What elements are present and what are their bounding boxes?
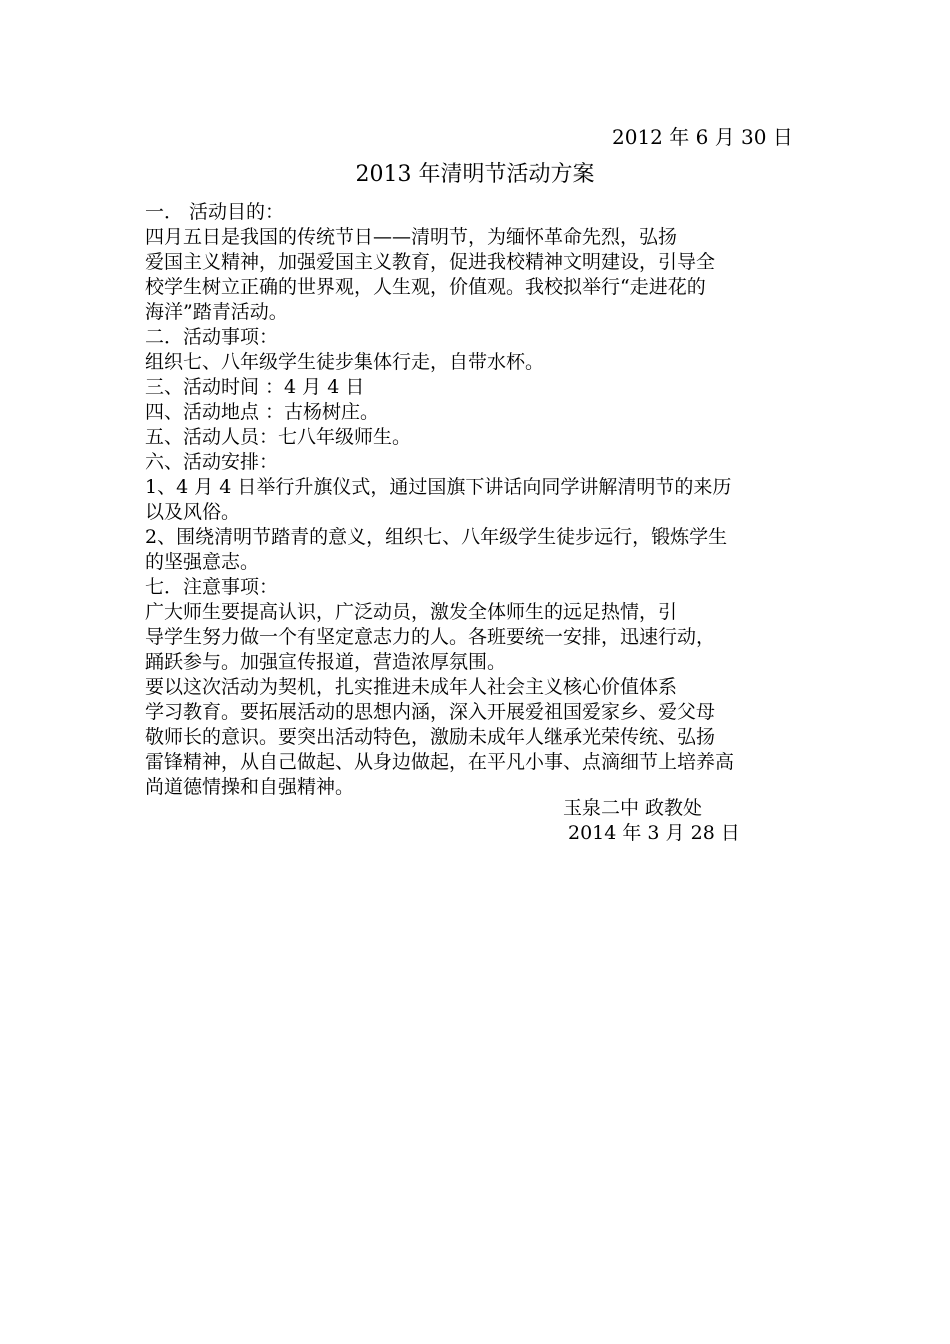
paragraph-line: 学习教育。要拓展活动的思想内涵，深入开展爱祖国爱家乡、爱父母 xyxy=(145,701,716,723)
paragraph-line: 踊跃参与。加强宣传报道，营造浓厚氛围。 xyxy=(145,651,507,673)
paragraph-line: 敬师长的意识。要突出活动特色，激励未成年人继承光荣传统、弘扬 xyxy=(145,726,716,748)
signature-organization: 玉泉二中 政教处 xyxy=(563,797,703,819)
section-heading-time: 三、活动时间 ：4 月 4 日 xyxy=(145,376,365,398)
section-heading-items: 二．活动事项： xyxy=(145,326,279,348)
paragraph-line: 爱国主义精神，加强爱国主义教育，促进我校精神文明建设，引导全 xyxy=(145,251,716,273)
section-heading-purpose: 一． 活动目的： xyxy=(145,201,285,223)
paragraph-line: 导学生努力做一个有坚定意志力的人。各班要统一安排，迅速行动， xyxy=(145,626,716,648)
list-item-line: 以及风俗。 xyxy=(145,501,241,523)
paragraph-line: 校学生树立正确的世界观，人生观，价值观。我校拟举行“走进花的 xyxy=(145,276,706,298)
paragraph-line: 雷锋精神，从自己做起、从身边做起，在平凡小事、点滴细节上培养高 xyxy=(145,751,735,773)
paragraph-line: 广大师生要提高认识，广泛动员，激发全体师生的远足热情，引 xyxy=(145,601,678,623)
paragraph-line: 海洋”踏青活动。 xyxy=(145,301,288,323)
section-heading-arrangement: 六、活动安排： xyxy=(145,451,279,473)
list-item-line: 1、4 月 4 日举行升旗仪式，通过国旗下讲话向同学讲解清明节的来历 xyxy=(145,476,732,498)
paragraph-line: 四月五日是我国的传统节日——清明节，为缅怀革命先烈，弘扬 xyxy=(145,226,678,248)
signature-date: 2014 年 3 月 28 日 xyxy=(568,822,740,844)
paragraph-line: 要以这次活动为契机，扎实推进未成年人社会主义核心价值体系 xyxy=(145,676,678,698)
header-date: 2012 年 6 月 30 日 xyxy=(612,125,793,149)
list-item-line: 2、围绕清明节踏青的意义，组织七、八年级学生徒步远行，锻炼学生 xyxy=(145,526,728,548)
section-heading-participants: 五、活动人员：七八年级师生。 xyxy=(145,426,412,448)
section-heading-notes: 七．注意事项： xyxy=(145,576,279,598)
list-item-line: 的坚强意志。 xyxy=(145,551,260,573)
paragraph-line: 尚道德情操和自强精神。 xyxy=(145,776,355,798)
section-heading-location: 四、活动地点 ：古杨树庄。 xyxy=(145,401,380,423)
paragraph-line: 组织七、八年级学生徒步集体行走，自带水杯。 xyxy=(145,351,545,373)
document-title: 2013 年清明节活动方案 xyxy=(355,162,595,187)
